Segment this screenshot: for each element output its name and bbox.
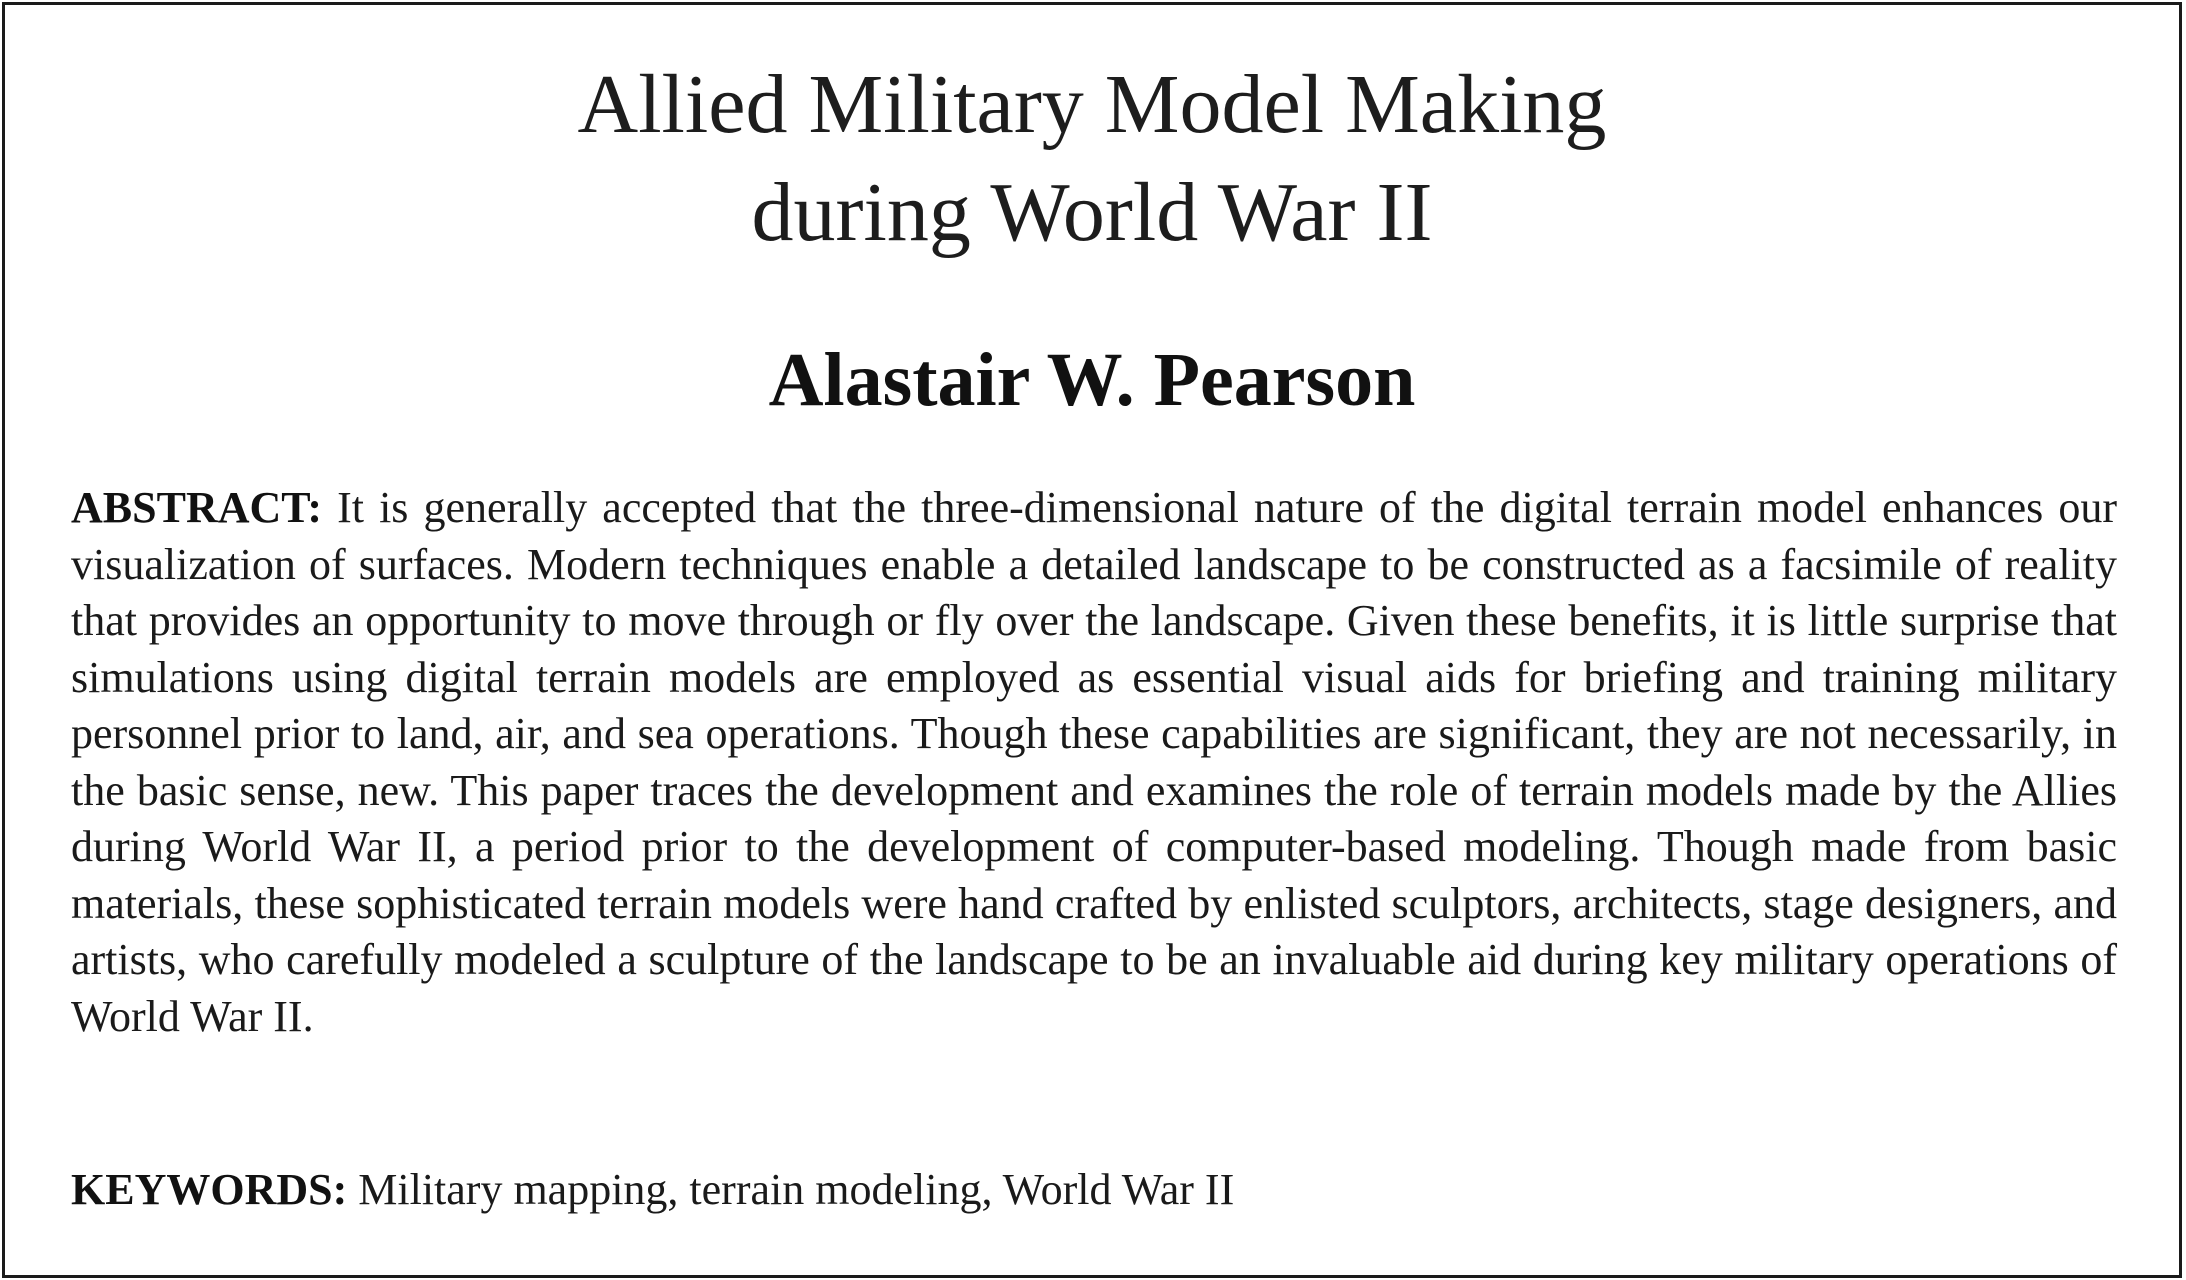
- paper-title-line-1: Allied Military Model Making: [577, 58, 1607, 151]
- paper-title: [5, 51, 2179, 267]
- keywords-label: KEYWORDS:: [71, 1165, 348, 1214]
- paper-title-line-2: during World War II: [751, 166, 1433, 259]
- abstract-paragraph: [71, 480, 2117, 1045]
- keywords-text: Military mapping, terrain modeling, World War II: [358, 1165, 1235, 1214]
- page-frame: [2, 2, 2182, 1278]
- keywords-paragraph: [71, 1162, 2117, 1218]
- author-name: Alastair W. Pearson: [768, 338, 1416, 422]
- abstract-label: ABSTRACT:: [71, 483, 323, 532]
- abstract-text: It is generally accepted that the three-dimensional nature of the digital terrain model enhances our visualization of surfaces. Modern techniques enable a detailed landscape to be constructed as a facsimile of reality that provides an opportunity to move through or fly over the landscape. Given these benefits, it is little surprise that simulations using digital terrain models are employed as essential visual aids for briefing and training military personnel prior to land, air, and sea operations. Though these capabilities are significant, they are not necessarily, in the basic sense, new. This paper traces the development and examines the role of terrain models made by the Allies during World War II, a period prior to the development of computer-based modeling. Though made from basic materials, these sophisticated terrain models were hand crafted by enlisted sculptors, architects, stage designers, and artists, who carefully modeled a sculpture of the landscape to be an invaluable aid during key military operations of World War II.: [71, 483, 2118, 1041]
